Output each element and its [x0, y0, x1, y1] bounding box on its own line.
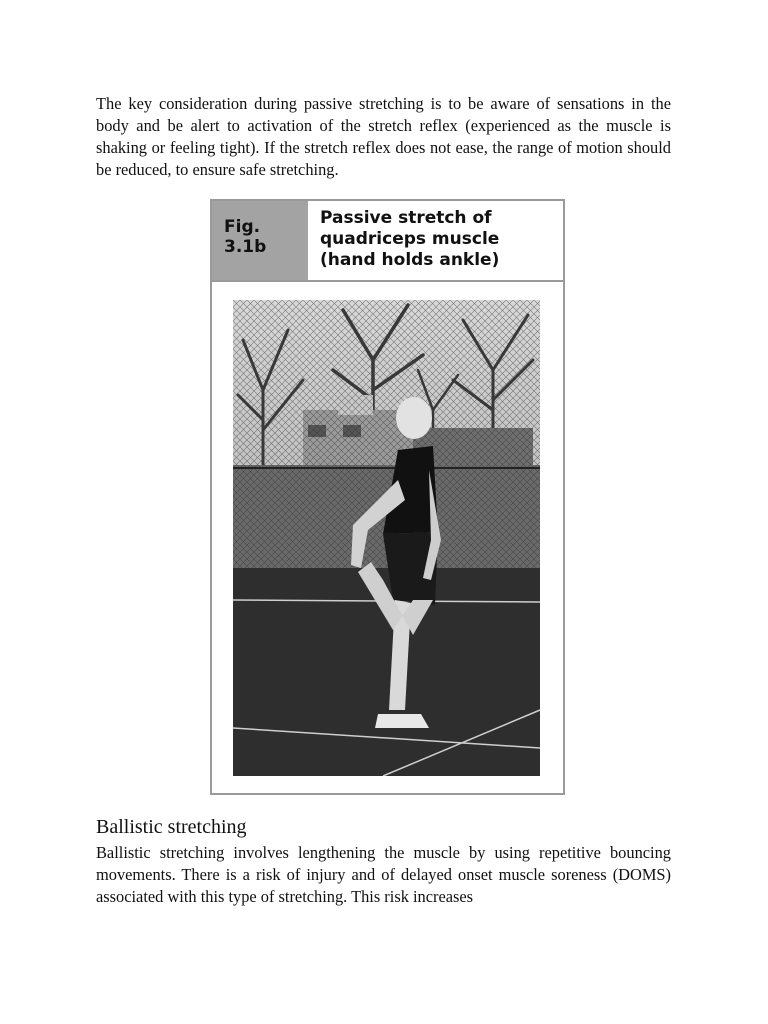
stretch-photo	[233, 300, 540, 776]
figure-label-line1: Fig.	[224, 217, 261, 237]
figure-header	[212, 201, 563, 282]
section-paragraph: Ballistic stretching involves lengthening the muscle by using repetitive bouncing movements. There is a risk of injury and of delayed onset muscle soreness (DOMS) associated with this type of stretching. This risk increases	[96, 843, 671, 906]
intro-paragraph: The key consideration during passive stretching is to be aware of sensations in the body and be alert to activation of the stretch reflex (experienced as the muscle is shaking or feeling tight). If the stretch reflex does not ease, the range of motion should be reduced, to ensure safe stretching.	[96, 94, 671, 179]
figure-3-1b	[210, 199, 565, 795]
figure-label-line2: 3.1b	[224, 237, 267, 257]
section-heading: Ballistic stretching	[96, 816, 247, 838]
figure-label	[212, 201, 308, 280]
figure-caption: Passive stretch of quadriceps muscle (hand holds ankle)	[320, 208, 500, 270]
